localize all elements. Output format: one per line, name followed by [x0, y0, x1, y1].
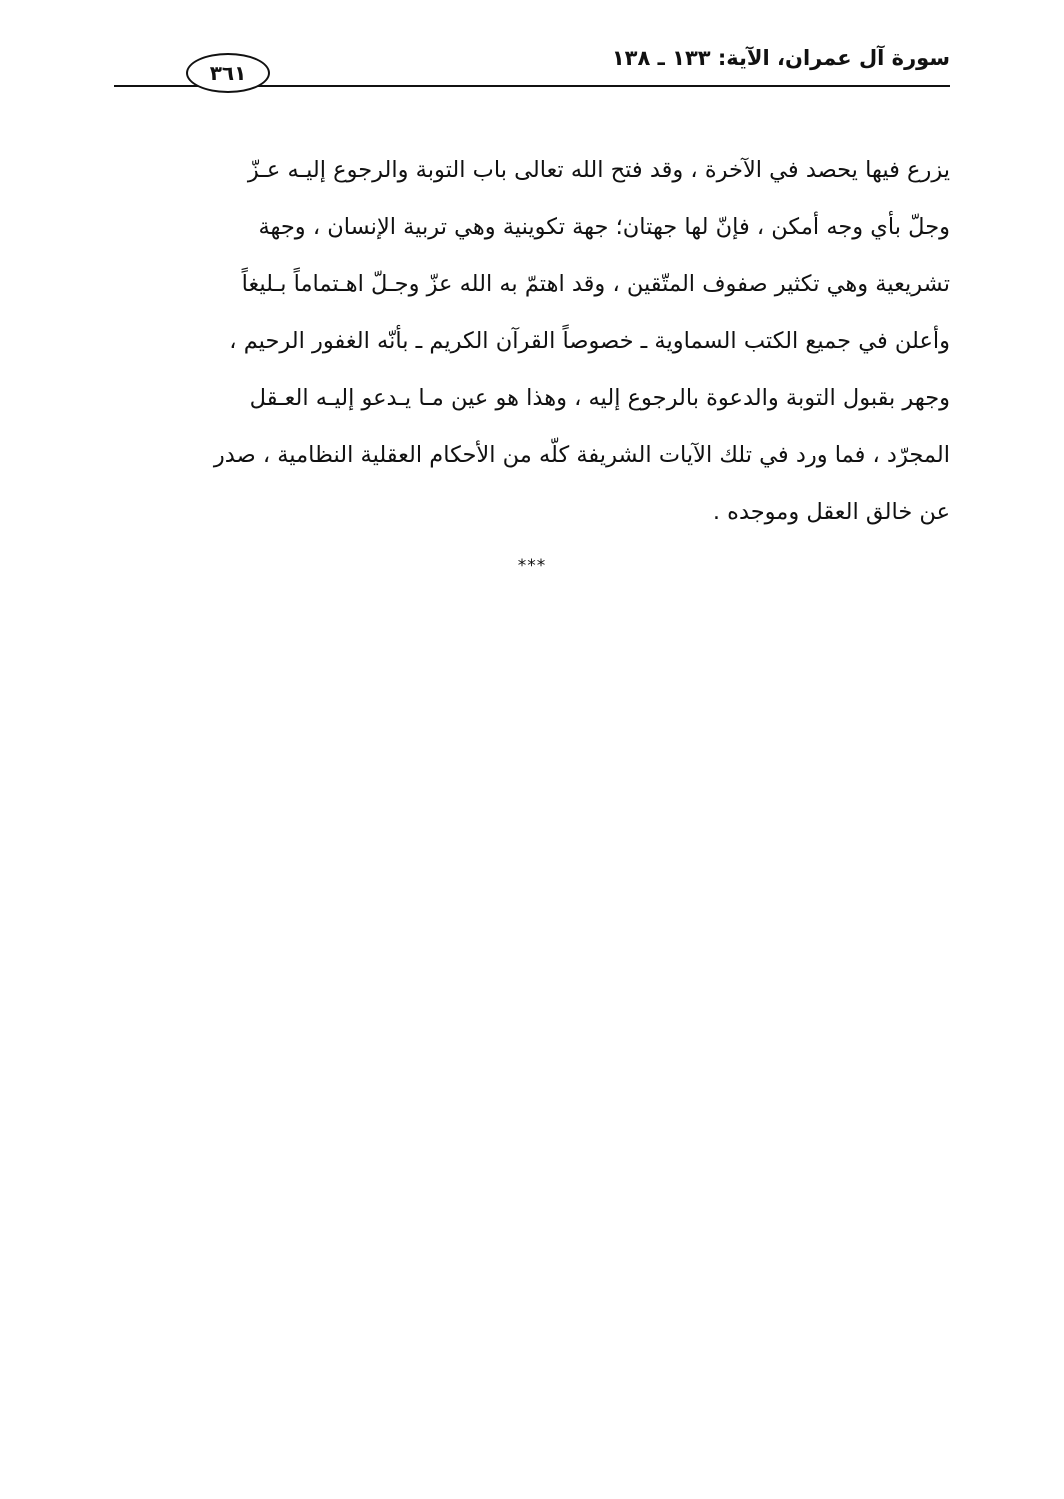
body-paragraph [104, 142, 950, 541]
page-header [114, 38, 950, 94]
text-line: عن خالق العقل وموجده . [712, 499, 950, 525]
running-title: سورة آل عمران، الآية: ١٣٣ ـ ١٣٨ [611, 46, 950, 70]
text-line: وجلّ بأي وجه أمكن ، فإنّ لها جهتان؛ جهة تكوينية وهي تربية الإنسان ، وجهة [258, 214, 950, 240]
section-separator: *** [517, 556, 547, 576]
text-line: وجهر بقبول التوبة والدعوة بالرجوع إليه ، وهذا هو عين مـا يـدعو إليـه العـقل [249, 385, 950, 411]
text-line: تشريعية وهي تكثير صفوف المتّقين ، وقد اهتمّ به الله عزّ وجـلّ اهـتماماً بـليغاً [241, 271, 950, 297]
text-line: وأعلن في جميع الكتب السماوية ـ خصوصاً القرآن الكريم ـ بأنّه الغفور الرحيم ، [229, 328, 950, 354]
text-line: يزرع فيها يحصد في الآخرة ، وقد فتح الله تعالى باب التوبة والرجوع إليـه عـزّ [247, 157, 950, 183]
page-number: ٣٦١ [186, 53, 270, 93]
text-line: المجرّد ، فما ورد في تلك الآيات الشريفة كلّه من الأحكام العقلية النظامية ، صدر [213, 442, 950, 468]
